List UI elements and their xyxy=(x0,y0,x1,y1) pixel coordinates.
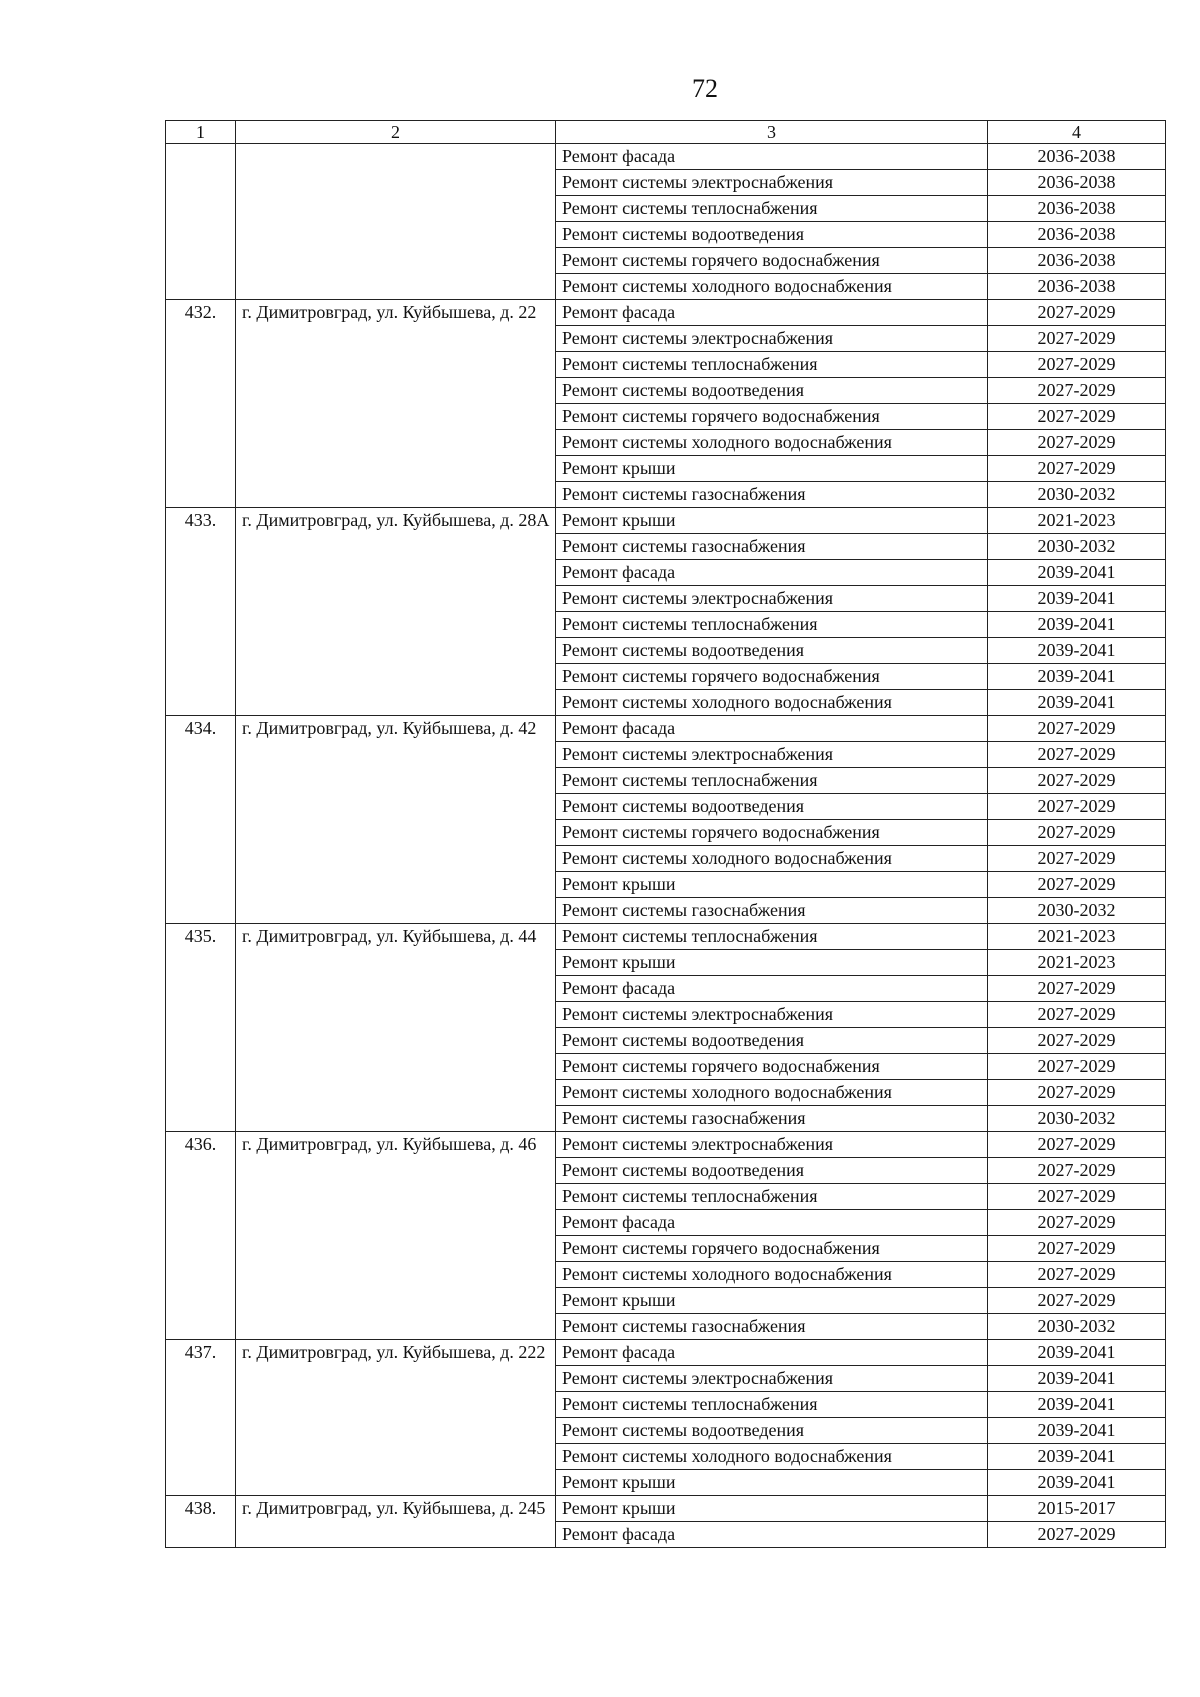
column-header-1: 1 xyxy=(166,121,236,144)
repair-work-type: Ремонт системы теплоснабжения xyxy=(556,196,988,222)
repair-period: 2021-2023 xyxy=(988,950,1166,976)
repair-period: 2027-2029 xyxy=(988,1002,1166,1028)
repair-work-type: Ремонт системы холодного водоснабжения xyxy=(556,1444,988,1470)
building-address: г. Димитровград, ул. Куйбышева, д. 22 xyxy=(236,300,556,508)
object-number: 434. xyxy=(166,716,236,924)
repair-work-type: Ремонт системы холодного водоснабжения xyxy=(556,1080,988,1106)
repair-work-type: Ремонт системы горячего водоснабжения xyxy=(556,820,988,846)
object-number: 437. xyxy=(166,1340,236,1496)
repair-work-type: Ремонт системы электроснабжения xyxy=(556,1132,988,1158)
repair-period: 2027-2029 xyxy=(988,1028,1166,1054)
repair-work-type: Ремонт системы электроснабжения xyxy=(556,1366,988,1392)
repair-period: 2027-2029 xyxy=(988,846,1166,872)
table-row xyxy=(166,300,1166,326)
repair-period: 2036-2038 xyxy=(988,144,1166,170)
object-number: 435. xyxy=(166,924,236,1132)
repair-schedule-table xyxy=(165,120,1166,1548)
building-address: г. Димитровград, ул. Куйбышева, д. 28А xyxy=(236,508,556,716)
table-row xyxy=(166,1132,1166,1158)
repair-work-type: Ремонт системы теплоснабжения xyxy=(556,612,988,638)
object-number: 438. xyxy=(166,1496,236,1548)
repair-period: 2036-2038 xyxy=(988,196,1166,222)
repair-period: 2039-2041 xyxy=(988,1444,1166,1470)
repair-work-type: Ремонт крыши xyxy=(556,508,988,534)
repair-period: 2039-2041 xyxy=(988,1366,1166,1392)
table-row xyxy=(166,144,1166,170)
building-address: г. Димитровград, ул. Куйбышева, д. 245 xyxy=(236,1496,556,1548)
column-header-3: 3 xyxy=(556,121,988,144)
repair-period: 2036-2038 xyxy=(988,170,1166,196)
repair-period: 2030-2032 xyxy=(988,534,1166,560)
repair-period: 2021-2023 xyxy=(988,924,1166,950)
repair-work-type: Ремонт системы электроснабжения xyxy=(556,742,988,768)
repair-work-type: Ремонт крыши xyxy=(556,1496,988,1522)
repair-work-type: Ремонт крыши xyxy=(556,950,988,976)
repair-period: 2021-2023 xyxy=(988,508,1166,534)
repair-period: 2027-2029 xyxy=(988,378,1166,404)
repair-work-type: Ремонт системы холодного водоснабжения xyxy=(556,274,988,300)
repair-period: 2027-2029 xyxy=(988,1262,1166,1288)
repair-work-type: Ремонт крыши xyxy=(556,456,988,482)
repair-period: 2039-2041 xyxy=(988,1470,1166,1496)
repair-work-type: Ремонт системы газоснабжения xyxy=(556,1314,988,1340)
repair-work-type: Ремонт фасада xyxy=(556,1210,988,1236)
repair-work-type: Ремонт системы водоотведения xyxy=(556,378,988,404)
repair-work-type: Ремонт системы водоотведения xyxy=(556,1158,988,1184)
repair-work-type: Ремонт системы холодного водоснабжения xyxy=(556,846,988,872)
building-address xyxy=(236,144,556,300)
building-address: г. Димитровград, ул. Куйбышева, д. 46 xyxy=(236,1132,556,1340)
repair-work-type: Ремонт системы теплоснабжения xyxy=(556,352,988,378)
repair-period: 2027-2029 xyxy=(988,768,1166,794)
repair-work-type: Ремонт системы холодного водоснабжения xyxy=(556,1262,988,1288)
repair-work-type: Ремонт системы водоотведения xyxy=(556,638,988,664)
repair-period: 2027-2029 xyxy=(988,820,1166,846)
repair-work-type: Ремонт системы горячего водоснабжения xyxy=(556,664,988,690)
table-body xyxy=(166,144,1166,1548)
repair-work-type: Ремонт системы водоотведения xyxy=(556,222,988,248)
building-address: г. Димитровград, ул. Куйбышева, д. 44 xyxy=(236,924,556,1132)
object-number: 433. xyxy=(166,508,236,716)
repair-period: 2039-2041 xyxy=(988,664,1166,690)
repair-period: 2027-2029 xyxy=(988,300,1166,326)
repair-period: 2015-2017 xyxy=(988,1496,1166,1522)
repair-work-type: Ремонт системы газоснабжения xyxy=(556,534,988,560)
repair-period: 2027-2029 xyxy=(988,326,1166,352)
repair-work-type: Ремонт крыши xyxy=(556,1470,988,1496)
object-number xyxy=(166,144,236,300)
repair-period: 2039-2041 xyxy=(988,560,1166,586)
repair-period: 2030-2032 xyxy=(988,1106,1166,1132)
repair-work-type: Ремонт системы электроснабжения xyxy=(556,326,988,352)
table-row xyxy=(166,508,1166,534)
object-number: 432. xyxy=(166,300,236,508)
repair-work-type: Ремонт фасада xyxy=(556,144,988,170)
repair-period: 2030-2032 xyxy=(988,1314,1166,1340)
repair-period: 2027-2029 xyxy=(988,1158,1166,1184)
repair-period: 2027-2029 xyxy=(988,742,1166,768)
repair-work-type: Ремонт системы теплоснабжения xyxy=(556,924,988,950)
repair-work-type: Ремонт системы холодного водоснабжения xyxy=(556,430,988,456)
repair-work-type: Ремонт системы теплоснабжения xyxy=(556,768,988,794)
table-row xyxy=(166,1340,1166,1366)
repair-period: 2039-2041 xyxy=(988,1340,1166,1366)
repair-period: 2027-2029 xyxy=(988,404,1166,430)
page-number: 72 xyxy=(692,74,718,103)
repair-work-type: Ремонт системы теплоснабжения xyxy=(556,1184,988,1210)
repair-work-type: Ремонт системы горячего водоснабжения xyxy=(556,1236,988,1262)
building-address: г. Димитровград, ул. Куйбышева, д. 222 xyxy=(236,1340,556,1496)
repair-work-type: Ремонт фасада xyxy=(556,976,988,1002)
repair-period: 2030-2032 xyxy=(988,898,1166,924)
table-row xyxy=(166,716,1166,742)
repair-period: 2036-2038 xyxy=(988,248,1166,274)
repair-period: 2027-2029 xyxy=(988,456,1166,482)
repair-work-type: Ремонт фасада xyxy=(556,560,988,586)
repair-work-type: Ремонт системы холодного водоснабжения xyxy=(556,690,988,716)
repair-work-type: Ремонт системы электроснабжения xyxy=(556,170,988,196)
repair-work-type: Ремонт системы газоснабжения xyxy=(556,482,988,508)
repair-period: 2027-2029 xyxy=(988,1522,1166,1548)
repair-work-type: Ремонт системы горячего водоснабжения xyxy=(556,1054,988,1080)
repair-work-type: Ремонт фасада xyxy=(556,1522,988,1548)
repair-period: 2027-2029 xyxy=(988,1132,1166,1158)
repair-work-type: Ремонт системы водоотведения xyxy=(556,794,988,820)
repair-period: 2027-2029 xyxy=(988,352,1166,378)
repair-work-type: Ремонт фасада xyxy=(556,1340,988,1366)
repair-work-type: Ремонт системы водоотведения xyxy=(556,1418,988,1444)
repair-period: 2027-2029 xyxy=(988,1184,1166,1210)
repair-period: 2027-2029 xyxy=(988,1080,1166,1106)
repair-work-type: Ремонт системы электроснабжения xyxy=(556,1002,988,1028)
repair-period: 2027-2029 xyxy=(988,794,1166,820)
repair-period: 2030-2032 xyxy=(988,482,1166,508)
repair-period: 2027-2029 xyxy=(988,1054,1166,1080)
building-address: г. Димитровград, ул. Куйбышева, д. 42 xyxy=(236,716,556,924)
repair-work-type: Ремонт фасада xyxy=(556,716,988,742)
table-row xyxy=(166,1496,1166,1522)
repair-period: 2027-2029 xyxy=(988,430,1166,456)
repair-work-type: Ремонт фасада xyxy=(556,300,988,326)
object-number: 436. xyxy=(166,1132,236,1340)
repair-work-type: Ремонт крыши xyxy=(556,1288,988,1314)
repair-period: 2036-2038 xyxy=(988,222,1166,248)
column-number-header-row xyxy=(166,121,1166,144)
repair-work-type: Ремонт системы теплоснабжения xyxy=(556,1392,988,1418)
repair-period: 2039-2041 xyxy=(988,1418,1166,1444)
repair-period: 2027-2029 xyxy=(988,872,1166,898)
repair-period: 2027-2029 xyxy=(988,716,1166,742)
table-row xyxy=(166,924,1166,950)
repair-period: 2039-2041 xyxy=(988,586,1166,612)
repair-work-type: Ремонт системы горячего водоснабжения xyxy=(556,248,988,274)
repair-period: 2039-2041 xyxy=(988,690,1166,716)
repair-period: 2027-2029 xyxy=(988,976,1166,1002)
repair-period: 2027-2029 xyxy=(988,1236,1166,1262)
repair-work-type: Ремонт системы водоотведения xyxy=(556,1028,988,1054)
repair-period: 2027-2029 xyxy=(988,1288,1166,1314)
column-header-2: 2 xyxy=(236,121,556,144)
repair-work-type: Ремонт системы газоснабжения xyxy=(556,898,988,924)
repair-work-type: Ремонт крыши xyxy=(556,872,988,898)
repair-period: 2039-2041 xyxy=(988,1392,1166,1418)
repair-work-type: Ремонт системы газоснабжения xyxy=(556,1106,988,1132)
repair-period: 2027-2029 xyxy=(988,1210,1166,1236)
repair-period: 2036-2038 xyxy=(988,274,1166,300)
column-header-4: 4 xyxy=(988,121,1166,144)
repair-work-type: Ремонт системы горячего водоснабжения xyxy=(556,404,988,430)
repair-work-type: Ремонт системы электроснабжения xyxy=(556,586,988,612)
repair-period: 2039-2041 xyxy=(988,612,1166,638)
repair-period: 2039-2041 xyxy=(988,638,1166,664)
